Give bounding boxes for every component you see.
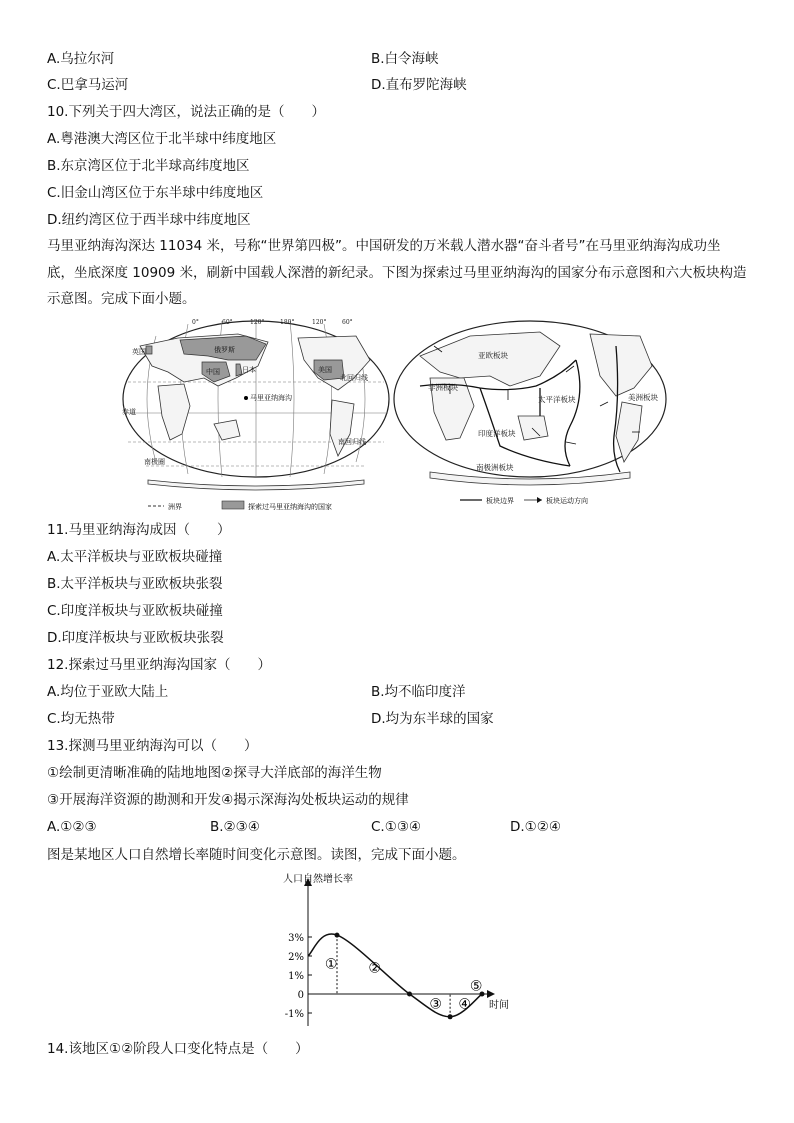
q11-option-b: B.太平洋板块与亚欧板块张裂 [47,576,223,592]
q11-option-d: D.印度洋板块与亚欧板块张裂 [47,630,224,646]
legend-boundary-label: 板块边界 [486,497,514,505]
y-tick-label: 1% [288,971,304,982]
q11-option-a: A.太平洋板块与亚欧板块碰撞 [47,549,223,565]
x-axis-label: 时间 [489,1000,509,1011]
lon-label-180: 180° [280,319,295,326]
q12-option-a: A.均位于亚欧大陆上 [47,684,169,700]
legend-country-swatch [222,501,244,509]
y-tick-label: 0 [297,990,304,1001]
uk-shape [146,346,152,354]
q11-option-c: C.印度洋板块与亚欧板块碰撞 [47,603,223,619]
label-antarctic-plate: 南极洲板块 [476,463,514,472]
y-tick-label: 3% [288,933,304,944]
label-indian-plate: 印度洋板块 [478,429,516,438]
passage-population: 图是某地区人口自然增长率随时间变化示意图。读图，完成下面小题。 [47,847,466,863]
stage-label: ① [324,956,338,973]
y-axis-label: 人口自然增长率 [283,874,353,885]
legend-country-label: 探索过马里亚纳海沟的国家 [248,503,332,511]
q10-stem: 10.下列关于四大湾区，说法正确的是（ ） [47,104,325,120]
label-uk: 英国 [132,348,146,356]
q12-option-d: D.均为东半球的国家 [371,711,494,727]
growth-curve [308,934,482,1017]
label-china: 中国 [206,368,220,376]
label-usa: 美国 [318,366,332,374]
legend-continent-label: 洲界 [168,503,182,511]
curve-point [407,992,412,997]
lon-label-120w: 120° [312,319,327,326]
label-african-plate: 非洲板块 [428,383,458,392]
lon-label-60e: 60° [222,319,233,326]
lon-label-0: 0° [192,319,199,326]
q13-option-c: C.①③④ [371,819,422,835]
trench-dot [244,396,248,400]
q14-stem: 14.该地区①②阶段人口变化特点是（ ） [47,1041,309,1057]
label-russia: 俄罗斯 [214,346,235,354]
q10-option-c: C.旧金山湾区位于东半球中纬度地区 [47,185,264,201]
passage-mariana: 马里亚纳海沟深达 11034 米，号称“世界第四极”。中国研发的万米载人潜水器“奋斗者号”在马里亚纳海沟成功坐底，坐底深度 10909 米，刷新中国载人深潜的新纪录。下图为探索过马里亚纳海沟的国家分布示意图和六大板块构造示意图。完成下面小题。 [47,238,747,307]
q12-option-b: B.均不临印度洋 [371,684,466,700]
plate-tectonics-map [390,316,672,516]
population-growth-chart [275,868,525,1036]
stage-label: ② [368,960,381,977]
q9-option-b: B.白令海峡 [371,51,439,67]
y-tick-label: -1% [284,1009,304,1020]
stage-label: ⑤ [469,978,483,995]
label-japan: 日本 [242,366,256,374]
label-antarctic-circle: 南极圈 [144,458,165,466]
q13-option-a: A.①②③ [47,819,97,835]
y-tick-label: 2% [288,952,304,963]
q10-option-a: A.粤港澳大湾区位于北半球中纬度地区 [47,131,277,147]
stage-label: ③ [429,996,442,1013]
q9-option-a: A.乌拉尔河 [47,51,115,67]
world-map-countries [118,316,398,516]
q12-stem: 12.探索过马里亚纳海沟国家（ ） [47,657,271,673]
q9-option-c: C.巴拿马运河 [47,77,129,93]
q13-option-d: D.①②④ [510,819,561,835]
label-american-plate: 美洲板块 [628,393,658,402]
label-equator: 赤道 [122,408,136,416]
q13-stem: 13.探测马里亚纳海沟可以（ ） [47,738,258,754]
q12-option-c: C.均无热带 [47,711,115,727]
label-eurasian-plate: 亚欧板块 [478,351,508,360]
q11-stem: 11.马里亚纳海沟成因（ ） [47,522,231,538]
q13-statement-1: ①绘制更清晰准确的陆地地图②探寻大洋底部的海洋生物 [47,765,382,781]
label-pacific-plate: 太平洋板块 [538,395,576,404]
label-tropic-cancer: 北回归线 [340,374,368,382]
stage-label: ④ [458,996,471,1013]
label-trench: 马里亚纳海沟 [250,394,292,402]
q13-option-b: B.②③④ [210,819,260,835]
q9-option-d: D.直布罗陀海峡 [371,77,467,93]
q10-option-d: D.纽约湾区位于西半球中纬度地区 [47,212,251,228]
lon-label-120e: 120° [250,319,265,326]
q10-option-b: B.东京湾区位于北半球高纬度地区 [47,158,250,174]
legend-arrow-label: 板块运动方向 [546,497,588,505]
lon-label-60w: 60° [342,319,353,326]
q13-statement-2: ③开展海洋资源的勘测和开发④揭示深海沟处板块运动的规律 [47,792,409,808]
label-tropic-capricorn: 南回归线 [338,438,366,446]
